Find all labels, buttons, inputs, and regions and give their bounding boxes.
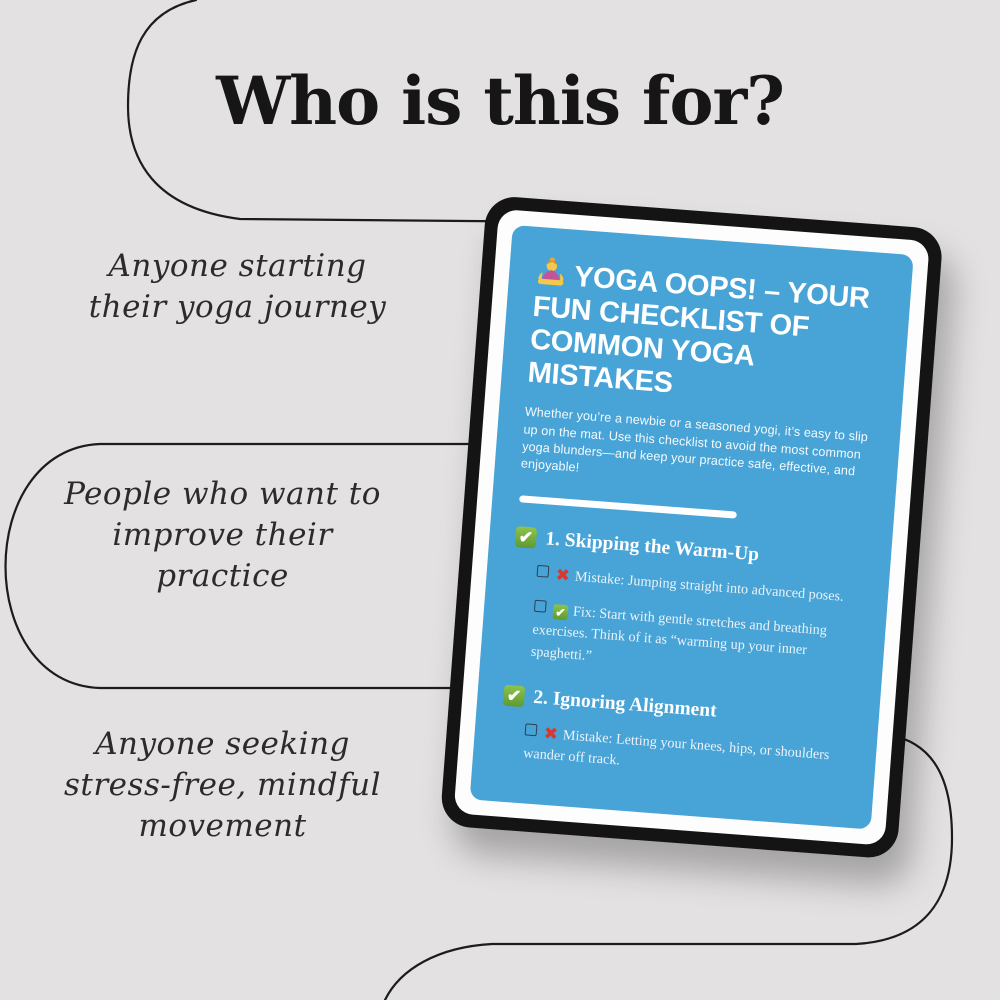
page-title: Who is this for? [216,62,784,140]
item-text: Fix: Start with gentle stretches and breathing exercises. Think of it as “warming up your inner spaghetti.” [530,603,828,664]
card-heading [527,255,886,416]
checklist-section-2 [498,685,853,790]
card-white-frame [454,209,930,846]
checklist-section-1 [506,526,865,687]
section-2-heading-text: 2. Ignoring Alignment [532,686,718,722]
item-text: Mistake: Jumping straight into advanced poses. [574,568,845,605]
checklist-card [440,195,944,860]
section-1-heading-text: 1. Skipping the Warm-Up [544,528,760,566]
green-check-icon: ✔ [515,526,538,549]
card-title-text: YOGA OOPS! – YOUR FUN CHECKLIST OF COMMON YOGA MISTAKES [526,260,871,400]
green-check-icon: ✔ [552,605,568,621]
divider-line [519,495,737,518]
red-cross-icon: ✖ [554,564,571,586]
checkbox-icon [537,565,550,578]
card-blue-page [470,225,914,830]
green-check-icon: ✔ [503,685,526,708]
item-text: Mistake: Letting your knees, hips, or shoulders wander off track. [522,727,830,769]
yoga-person-icon [534,255,568,289]
card-intro: Whether you’re a newbie or a seasoned yogi, it’s easy to slip up on the mat. Use this checklist to avoid the most common yoga blunders—and keep your practice safe, effective, and enjoyable! [520,404,869,479]
checklist-item [530,599,860,687]
audience-note-2: People who want to improve their practice [64,476,381,594]
checkbox-icon [534,600,547,613]
audience-note-1: Anyone starting their yoga journey [88,248,387,325]
checklist-item [522,722,850,789]
red-cross-icon: ✖ [543,723,559,745]
audience-note-3: Anyone seeking stress-free, mindful movement [64,726,381,844]
checkbox-icon [525,723,538,736]
